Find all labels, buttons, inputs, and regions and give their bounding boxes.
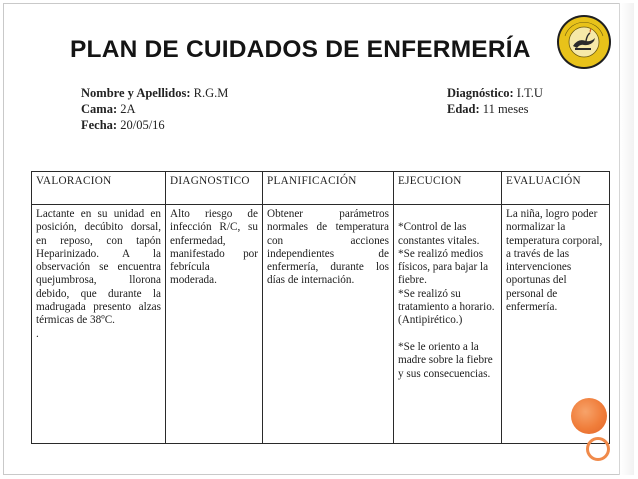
valoracion-text: Lactante en su unidad en posición, decúbito dorsal, en reposo, con tapón Heparinizado. A la observación se encuentra quejumbrosa, llorona debido, que durante la madrugada presento alzas térmicas de 38ºC. .: [36, 208, 161, 340]
decorative-orange-ring: [586, 437, 610, 461]
patient-diagnosis-row: [447, 85, 543, 101]
cell-planificacion: [263, 205, 394, 444]
header-evaluacion: EVALUACIÓN: [502, 172, 610, 205]
header-valoracion: VALORACION: [32, 172, 166, 205]
nursing-lamp-seal-icon: [556, 14, 612, 70]
evaluacion-text: La niña, logro poder normalizar la temperatura corporal, a través de las intervenciones oportunas del personal de enfermería.: [506, 208, 603, 314]
patient-info-left: [81, 85, 228, 133]
table-row: [32, 205, 610, 444]
table-header-row: [32, 172, 610, 205]
header-ejecucion: EJECUCION: [394, 172, 502, 205]
decorative-orange-circle: [571, 398, 607, 434]
patient-date-label: Fecha:: [81, 118, 118, 132]
patient-date-value: 20/05/16: [117, 118, 165, 132]
planificacion-text: Obtener parámetros normales de temperatura con acciones independientes de enfermería, durante los días de internación.: [267, 208, 389, 287]
cell-diagnostico: [166, 205, 263, 444]
cell-valoracion: [32, 205, 166, 444]
care-plan-table: [31, 171, 610, 444]
cell-ejecucion: [394, 205, 502, 444]
slide-side-band: [619, 3, 634, 475]
patient-age-row: [447, 101, 543, 117]
page-title: PLAN DE CUIDADOS DE ENFERMERÍA: [70, 36, 531, 63]
patient-name-label: Nombre y Apellidos:: [81, 86, 191, 100]
header-planificacion: PLANIFICACIÓN: [263, 172, 394, 205]
ejecucion-text: *Control de las constantes vitales. *Se realizó medios físicos, para bajar la fiebre. *Se realizó su tratamiento a horario. (Antipirético.) *Se le oriento a la madre sobre la fiebre y sus consecuencias.: [398, 221, 495, 380]
patient-name-row: [81, 85, 228, 101]
patient-bed-value: 2A: [117, 102, 136, 116]
patient-name-value: R.G.M: [190, 86, 229, 100]
patient-diagnosis-value: I.T.U: [513, 86, 543, 100]
patient-info-right: [447, 85, 543, 117]
diagnostico-text: Alto riesgo de infección R/C, su enfermedad, manifestado por febrícula moderada.: [170, 208, 258, 287]
patient-bed-label: Cama:: [81, 102, 118, 116]
patient-diagnosis-label: Diagnóstico:: [447, 86, 514, 100]
patient-age-label: Edad:: [447, 102, 480, 116]
patient-bed-row: [81, 101, 228, 117]
patient-age-value: 11 meses: [479, 102, 529, 116]
header-diagnostico: DIAGNOSTICO: [166, 172, 263, 205]
patient-date-row: [81, 117, 228, 133]
